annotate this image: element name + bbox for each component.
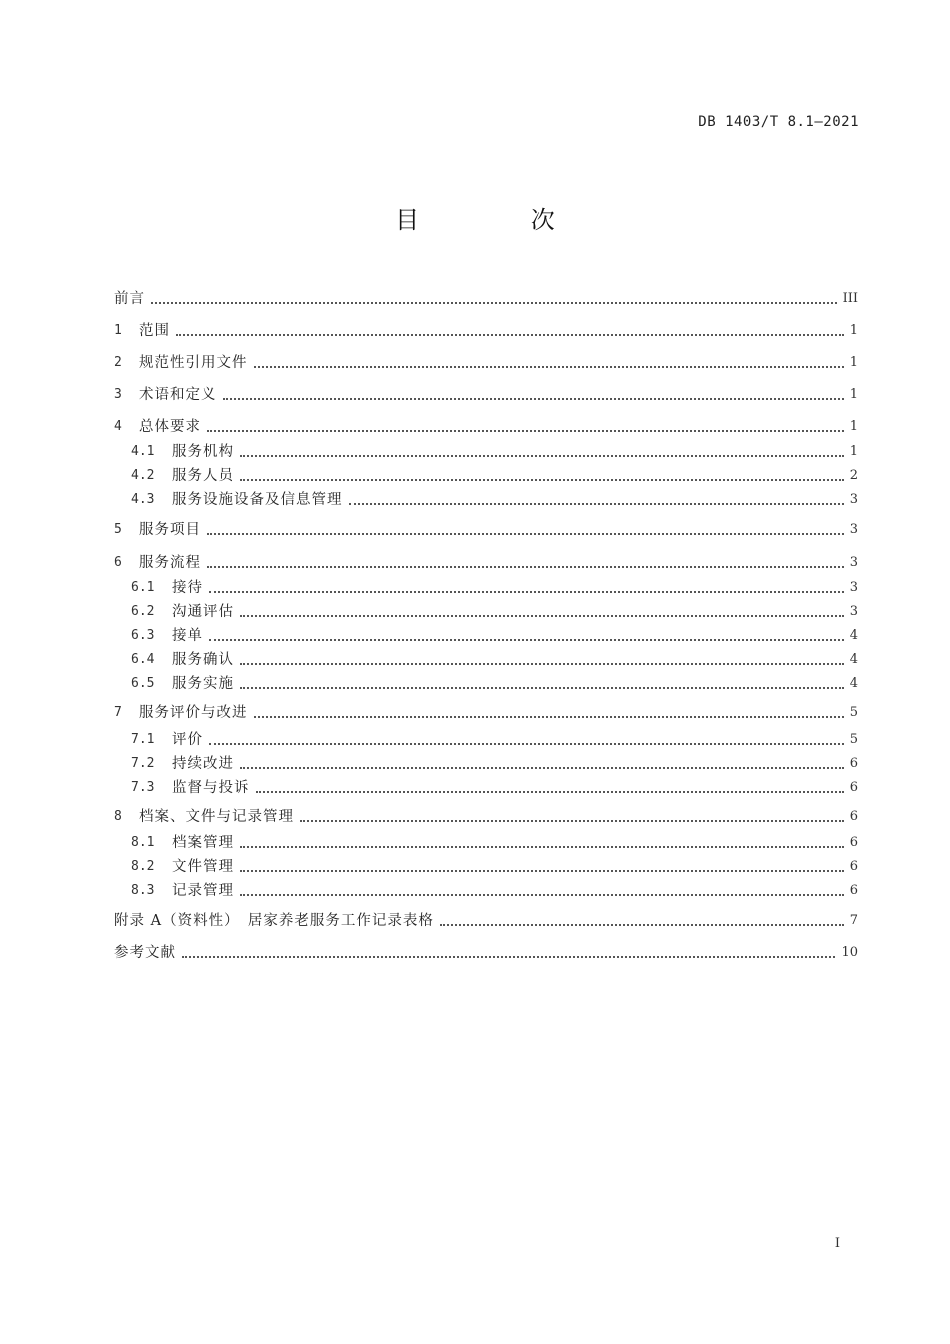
toc-leader — [240, 893, 844, 896]
toc-entry-text: 档案、文件与记录管理 — [139, 809, 294, 825]
toc-entry-text: 范围 — [139, 323, 170, 339]
toc-leader — [223, 397, 844, 400]
toc-section-number: 6.1 — [131, 580, 155, 595]
toc-entry-text: 前言 — [114, 291, 145, 307]
toc-entry-6-4[interactable] — [114, 650, 858, 670]
toc-leader — [240, 869, 844, 872]
toc-entry-6-5[interactable] — [114, 674, 858, 694]
toc-entry-text: 服务设施设备及信息管理 — [172, 492, 343, 508]
toc-entry-8[interactable] — [114, 807, 858, 827]
toc-page-number: 6 — [849, 859, 858, 874]
toc-leader — [240, 845, 844, 848]
toc-section-number: 8 — [114, 809, 122, 824]
toc-section-number: 4 — [114, 419, 122, 434]
toc-leader — [176, 333, 844, 336]
toc-entry-text: 术语和定义 — [139, 387, 217, 403]
toc-section-number: 4.1 — [131, 444, 155, 459]
toc-leader — [209, 742, 844, 745]
toc-leader — [151, 301, 837, 304]
toc-leader — [300, 819, 844, 822]
toc-section-number: 1 — [114, 323, 122, 338]
toc-section-number: 8.3 — [131, 883, 155, 898]
page-number: I — [834, 1236, 840, 1251]
toc-section-number: 4.2 — [131, 468, 155, 483]
toc-entry-5[interactable] — [114, 520, 858, 540]
toc-section-number: 8.2 — [131, 859, 155, 874]
toc-entry-foreword[interactable] — [114, 289, 858, 309]
toc-page-number: 5 — [849, 705, 858, 720]
toc-section-number: 5 — [114, 522, 122, 537]
toc-section-number: 7.3 — [131, 780, 155, 795]
toc-entry-text: 服务评价与改进 — [139, 705, 248, 721]
toc-entry-text: 服务确认 — [172, 652, 234, 668]
toc-section-number: 4.3 — [131, 492, 155, 507]
toc-section-number: 6 — [114, 555, 122, 570]
page-title: 目 次 — [395, 206, 607, 234]
toc-leader — [209, 638, 844, 641]
toc-page-number: 3 — [849, 492, 858, 507]
toc-page-number: 4 — [849, 676, 858, 691]
toc-page-number: 1 — [849, 419, 858, 434]
toc-entry-text: 服务人员 — [172, 468, 234, 484]
toc-section-number: 6.3 — [131, 628, 155, 643]
toc-entry-7-1[interactable] — [114, 730, 858, 750]
toc-leader — [240, 614, 844, 617]
toc-leader — [207, 565, 844, 568]
toc-page-number: 4 — [849, 628, 858, 643]
toc-entry-text: 文件管理 — [172, 859, 234, 875]
toc-entry-8-3[interactable] — [114, 881, 858, 901]
toc-page-number: 3 — [849, 604, 858, 619]
toc-leader — [256, 790, 844, 793]
toc-page-number: 2 — [849, 468, 858, 483]
toc-section-number: 6.4 — [131, 652, 155, 667]
toc-section-number: 2 — [114, 355, 122, 370]
toc-entry-text: 接待 — [172, 580, 203, 596]
toc-page-number: 4 — [849, 652, 858, 667]
toc-entry-6-3[interactable] — [114, 626, 858, 646]
toc-entry-8-2[interactable] — [114, 857, 858, 877]
toc-page-number: 1 — [849, 355, 858, 370]
toc-entry-text: 服务流程 — [139, 555, 201, 571]
toc-leader — [240, 766, 844, 769]
toc-page-number: 7 — [849, 913, 858, 928]
toc-entry-6-2[interactable] — [114, 602, 858, 622]
toc-entry-text: 服务机构 — [172, 444, 234, 460]
toc-entry-text: 参考文献 — [114, 945, 176, 961]
toc-leader — [240, 662, 844, 665]
toc-entry-4-3[interactable] — [114, 490, 858, 510]
toc-entry-text: 档案管理 — [172, 835, 234, 851]
toc-entry-2[interactable] — [114, 353, 858, 373]
toc-entry-text: 持续改进 — [172, 756, 234, 772]
toc-entry-text: 评价 — [172, 732, 203, 748]
toc-entry-4[interactable] — [114, 417, 858, 437]
toc-section-number: 7.2 — [131, 756, 155, 771]
toc-page-number: 1 — [849, 387, 858, 402]
toc-entry-text: 服务实施 — [172, 676, 234, 692]
toc-entry-text: 监督与投诉 — [172, 780, 250, 796]
toc-leader — [240, 686, 844, 689]
toc-leader — [207, 429, 844, 432]
toc-entry-7-2[interactable] — [114, 754, 858, 774]
toc-entry-6[interactable] — [114, 553, 858, 573]
toc-leader — [209, 590, 844, 593]
toc-page-number: 3 — [849, 580, 858, 595]
toc-entry-text: 总体要求 — [139, 419, 201, 435]
toc-entry-8-1[interactable] — [114, 833, 858, 853]
toc-page-number: 1 — [849, 444, 858, 459]
toc-section-number: 3 — [114, 387, 122, 402]
toc-section-number: 6.5 — [131, 676, 155, 691]
toc-leader — [182, 955, 835, 958]
toc-entry-7[interactable] — [114, 703, 858, 723]
toc-page-number: 6 — [849, 780, 858, 795]
document-code: DB 1403/T 8.1—2021 — [698, 114, 859, 130]
toc-entry-text: 规范性引用文件 — [139, 355, 248, 371]
toc-entry-4-2[interactable] — [114, 466, 858, 486]
toc-page-number: 6 — [849, 883, 858, 898]
toc-entry-text: 沟通评估 — [172, 604, 234, 620]
toc-leader — [254, 365, 844, 368]
toc-leader — [240, 478, 844, 481]
toc-page-number: 5 — [849, 732, 858, 747]
toc-entry-6-1[interactable] — [114, 578, 858, 598]
toc-page-number: 6 — [849, 835, 858, 850]
toc-entry-text: 附录 A（资料性） 居家养老服务工作记录表格 — [114, 913, 434, 929]
toc-page-number: 6 — [849, 809, 858, 824]
toc-entry-text: 服务项目 — [139, 522, 201, 538]
toc-entry-appendix-a[interactable] — [114, 911, 858, 931]
toc-section-number: 7 — [114, 705, 122, 720]
toc-entry-7-3[interactable] — [114, 778, 858, 798]
toc-entry-3[interactable] — [114, 385, 858, 405]
toc-leader — [349, 502, 844, 505]
toc-leader — [207, 532, 844, 535]
toc-page-number: III — [842, 291, 858, 306]
toc-page-number: 6 — [849, 756, 858, 771]
toc-page-number: 3 — [849, 522, 858, 537]
toc-entry-references[interactable] — [114, 943, 858, 963]
toc-leader — [240, 454, 844, 457]
toc-entry-text: 记录管理 — [172, 883, 234, 899]
toc-page-number: 1 — [849, 323, 858, 338]
toc-page-number: 3 — [849, 555, 858, 570]
toc-entry-4-1[interactable] — [114, 442, 858, 462]
toc-section-number: 6.2 — [131, 604, 155, 619]
toc-entry-1[interactable] — [114, 321, 858, 341]
toc-leader — [254, 715, 844, 718]
toc-entry-text: 接单 — [172, 628, 203, 644]
toc-section-number: 8.1 — [131, 835, 155, 850]
toc-section-number: 7.1 — [131, 732, 155, 747]
toc-leader — [440, 923, 844, 926]
toc-page-number: 10 — [841, 945, 858, 960]
